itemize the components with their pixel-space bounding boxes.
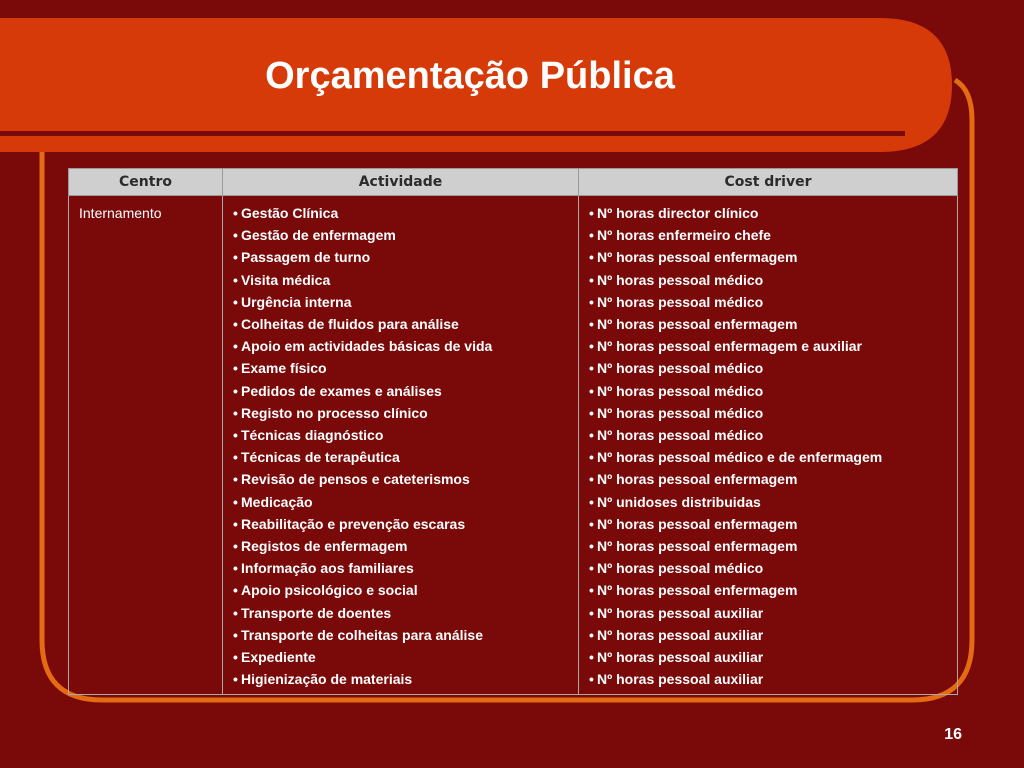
list-item xyxy=(589,402,947,424)
bullet-icon: • xyxy=(589,338,594,355)
bullet-icon: • xyxy=(233,316,238,333)
list-item xyxy=(589,357,947,379)
list-item xyxy=(589,668,947,690)
list-item-text: Nº horas pessoal enfermagem xyxy=(597,316,798,333)
list-item xyxy=(233,424,568,446)
cell-actividades xyxy=(223,196,579,695)
list-item xyxy=(233,402,568,424)
bullet-icon: • xyxy=(589,649,594,666)
list-item-text: Pedidos de exames e análises xyxy=(241,382,442,399)
header-actividade: Actividade xyxy=(223,169,579,196)
bullet-icon: • xyxy=(233,538,238,555)
list-item xyxy=(233,557,568,579)
actividades-list xyxy=(233,202,568,690)
list-item-text: Técnicas diagnóstico xyxy=(241,427,384,444)
list-item-text: Transporte de colheitas para análise xyxy=(241,626,483,643)
list-item xyxy=(233,246,568,268)
bullet-icon: • xyxy=(233,404,238,421)
list-item-text: Nº horas pessoal enfermagem xyxy=(597,515,798,532)
list-item xyxy=(233,313,568,335)
banner-divider xyxy=(0,131,905,136)
list-item-text: Gestão Clínica xyxy=(241,205,339,221)
bullet-icon: • xyxy=(233,560,238,577)
list-item xyxy=(589,424,947,446)
list-item xyxy=(233,335,568,357)
list-item xyxy=(233,380,568,402)
list-item-text: Transporte de doentes xyxy=(241,604,392,621)
bullet-icon: • xyxy=(589,538,594,555)
page-number: 16 xyxy=(944,726,962,743)
list-item xyxy=(233,357,568,379)
cell-centro: Internamento xyxy=(69,196,223,695)
list-item xyxy=(233,579,568,601)
list-item-text: Nº horas pessoal médico xyxy=(597,560,764,577)
list-item xyxy=(589,557,947,579)
list-item-text: Nº horas pessoal médico xyxy=(597,382,764,399)
bullet-icon: • xyxy=(589,493,594,510)
bullet-icon: • xyxy=(233,649,238,666)
list-item-text: Revisão de pensos e cateterismos xyxy=(241,471,470,488)
header-centro: Centro xyxy=(69,169,223,196)
list-item xyxy=(233,646,568,668)
page-title: Orçamentação Pública xyxy=(265,55,675,97)
bullet-icon: • xyxy=(233,671,238,688)
list-item xyxy=(589,291,947,313)
bullet-icon: • xyxy=(233,293,238,310)
cost-drivers-list xyxy=(589,202,947,690)
list-item-text: Nº horas pessoal enfermagem xyxy=(597,471,798,488)
list-item xyxy=(589,513,947,535)
list-item xyxy=(233,624,568,646)
bullet-icon: • xyxy=(233,338,238,355)
list-item xyxy=(589,535,947,557)
list-item-text: Nº horas pessoal médico xyxy=(597,360,764,377)
list-item-text: Nº horas pessoal enfermagem xyxy=(597,249,798,266)
list-item-text: Nº horas pessoal enfermagem xyxy=(597,538,798,555)
bullet-icon: • xyxy=(589,293,594,310)
list-item xyxy=(589,579,947,601)
list-item-text: Nº horas pessoal auxiliar xyxy=(597,604,764,621)
list-item-text: Apoio psicológico e social xyxy=(241,582,418,599)
list-item xyxy=(233,468,568,490)
bullet-icon: • xyxy=(233,515,238,532)
list-item-text: Expediente xyxy=(241,649,316,666)
list-item-text: Nº horas pessoal enfermagem e auxiliar xyxy=(597,338,863,355)
list-item-text: Nº horas pessoal auxiliar xyxy=(597,626,764,643)
list-item-text: Colheitas de fluidos para análise xyxy=(241,316,459,333)
bullet-icon: • xyxy=(589,316,594,333)
list-item xyxy=(233,291,568,313)
list-item xyxy=(589,602,947,624)
bullet-icon: • xyxy=(589,271,594,288)
list-item-text: Exame físico xyxy=(241,360,327,377)
table-header-row xyxy=(69,169,958,196)
bullet-icon: • xyxy=(589,626,594,643)
list-item-text: Medicação xyxy=(241,493,313,510)
bullet-icon: • xyxy=(589,449,594,466)
bullet-icon: • xyxy=(233,382,238,399)
bullet-icon: • xyxy=(589,427,594,444)
list-item-text: Nº horas pessoal médico xyxy=(597,293,764,310)
list-item xyxy=(233,446,568,468)
bullet-icon: • xyxy=(589,404,594,421)
list-item xyxy=(589,269,947,291)
bullet-icon: • xyxy=(233,626,238,643)
bullet-icon: • xyxy=(589,471,594,488)
list-item xyxy=(233,602,568,624)
bullet-icon: • xyxy=(589,360,594,377)
list-item-text: Nº horas pessoal médico xyxy=(597,427,764,444)
bullet-icon: • xyxy=(233,582,238,599)
list-item-text: Registo no processo clínico xyxy=(241,404,428,421)
bullet-icon: • xyxy=(589,205,594,221)
list-item xyxy=(233,269,568,291)
cost-driver-table xyxy=(68,168,958,695)
list-item xyxy=(233,202,568,224)
bullet-icon: • xyxy=(233,360,238,377)
bullet-icon: • xyxy=(589,382,594,399)
bullet-icon: • xyxy=(589,560,594,577)
bullet-icon: • xyxy=(589,671,594,688)
list-item-text: Higienização de materiais xyxy=(241,671,413,688)
bullet-icon: • xyxy=(233,271,238,288)
bullet-icon: • xyxy=(589,249,594,266)
bullet-icon: • xyxy=(233,449,238,466)
bullet-icon: • xyxy=(233,471,238,488)
bullet-icon: • xyxy=(233,604,238,621)
list-item xyxy=(233,668,568,690)
list-item xyxy=(589,446,947,468)
bullet-icon: • xyxy=(233,427,238,444)
list-item-text: Nº horas pessoal médico xyxy=(597,404,764,421)
list-item xyxy=(589,224,947,246)
list-item xyxy=(233,513,568,535)
bullet-icon: • xyxy=(589,227,594,244)
list-item xyxy=(589,491,947,513)
list-item-text: Gestão de enfermagem xyxy=(241,227,396,244)
list-item-text: Visita médica xyxy=(241,271,331,288)
list-item-text: Nº horas pessoal auxiliar xyxy=(597,649,764,666)
list-item xyxy=(233,491,568,513)
list-item-text: Registos de enfermagem xyxy=(241,538,408,555)
bullet-icon: • xyxy=(589,582,594,599)
list-item xyxy=(589,468,947,490)
list-item-text: Informação aos familiares xyxy=(241,560,414,577)
list-item xyxy=(589,335,947,357)
list-item-text: Nº horas pessoal enfermagem xyxy=(597,582,798,599)
list-item xyxy=(233,535,568,557)
list-item xyxy=(589,313,947,335)
list-item-text: Urgência interna xyxy=(241,293,352,310)
list-item xyxy=(589,246,947,268)
bullet-icon: • xyxy=(589,604,594,621)
list-item-text: Nº unidoses distribuidas xyxy=(597,493,761,510)
list-item-text: Reabilitação e prevenção escaras xyxy=(241,515,466,532)
header-cost-driver: Cost driver xyxy=(579,169,958,196)
bullet-icon: • xyxy=(233,493,238,510)
list-item-text: Apoio em actividades básicas de vida xyxy=(241,338,493,355)
list-item-text: Passagem de turno xyxy=(241,249,371,266)
list-item-text: Nº horas pessoal auxiliar xyxy=(597,671,764,688)
bullet-icon: • xyxy=(233,249,238,266)
bullet-icon: • xyxy=(233,205,238,221)
list-item-text: Nº horas enfermeiro chefe xyxy=(597,227,771,244)
table-row xyxy=(69,196,958,695)
bullet-icon: • xyxy=(589,515,594,532)
list-item xyxy=(589,380,947,402)
list-item xyxy=(589,202,947,224)
list-item-text: Nº horas pessoal médico xyxy=(597,271,764,288)
list-item xyxy=(233,224,568,246)
bullet-icon: • xyxy=(233,227,238,244)
list-item-text: Nº horas pessoal médico e de enfermagem xyxy=(597,449,883,466)
list-item-text: Nº horas director clínico xyxy=(597,205,759,221)
list-item-text: Técnicas de terapêutica xyxy=(241,449,400,466)
cell-cost-drivers xyxy=(579,196,958,695)
list-item xyxy=(589,624,947,646)
list-item xyxy=(589,646,947,668)
